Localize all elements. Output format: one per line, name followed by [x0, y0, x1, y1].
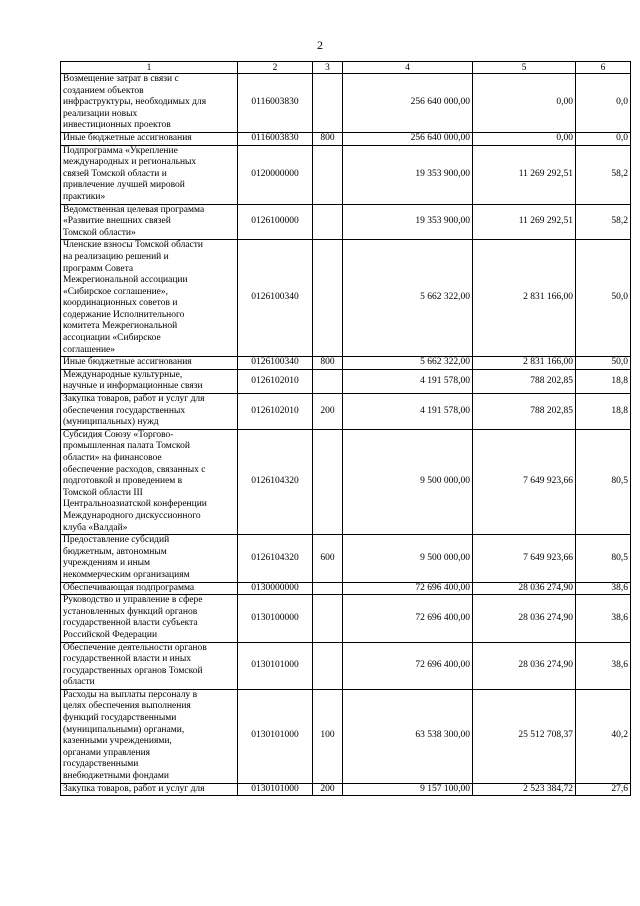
budget-table: [60, 61, 631, 796]
row-code: 0126104320: [238, 535, 313, 582]
row-plan-amount: 256 640 000,00: [343, 74, 473, 133]
row-actual-amount: 28 036 274,90: [473, 642, 576, 689]
page-number: 2: [317, 38, 323, 52]
row-plan-amount: 4 191 578,00: [343, 369, 473, 393]
row-name: Расходы на выплаты персоналу в целях обеспечения выполнения функций государственными (муниципальными) органами, казенными учреждениями, органами управления государственными внебюджетными фондами: [61, 689, 238, 783]
row-code: 0126102010: [238, 369, 313, 393]
row-actual-amount: 11 269 292,51: [473, 204, 576, 240]
row-percent: 40,2: [576, 689, 631, 783]
table-row: [61, 689, 631, 783]
row-code: 0126100340: [238, 357, 313, 370]
row-expense-type: 200: [313, 394, 343, 430]
column-header-6: 6: [576, 62, 631, 74]
header-row: [61, 62, 631, 74]
row-code: 0130000000: [238, 582, 313, 595]
row-code: 0116003830: [238, 132, 313, 145]
table-row: [61, 204, 631, 240]
row-actual-amount: 788 202,85: [473, 369, 576, 393]
column-header-4: 4: [343, 62, 473, 74]
row-name: Международные культурные, научные и информационные связи: [61, 369, 238, 393]
row-percent: 80,5: [576, 429, 631, 534]
row-expense-type: [313, 74, 343, 133]
row-plan-amount: 19 353 900,00: [343, 204, 473, 240]
row-code: 0126102010: [238, 394, 313, 430]
table-row: [61, 642, 631, 689]
row-name: Обеспечение деятельности органов государственной власти и иных государственных органов Томской области: [61, 642, 238, 689]
row-code: 0120000000: [238, 145, 313, 204]
row-percent: 38,6: [576, 595, 631, 642]
row-expense-type: [313, 240, 343, 357]
row-actual-amount: 2 831 166,00: [473, 357, 576, 370]
row-name: Предоставление субсидий бюджетным, автономным учреждениям и иным некоммерческим организациям: [61, 535, 238, 582]
row-code: 0130101000: [238, 689, 313, 783]
row-plan-amount: 72 696 400,00: [343, 642, 473, 689]
row-code: 0130101000: [238, 783, 313, 796]
row-percent: 50,0: [576, 240, 631, 357]
row-name: Закупка товаров, работ и услуг для обеспечения государственных (муниципальных) нужд: [61, 394, 238, 430]
table-row: [61, 357, 631, 370]
row-name: Иные бюджетные ассигнования: [61, 357, 238, 370]
row-actual-amount: 7 649 923,66: [473, 429, 576, 534]
table-row: [61, 145, 631, 204]
row-expense-type: 800: [313, 357, 343, 370]
row-plan-amount: 9 500 000,00: [343, 535, 473, 582]
row-code: 0130100000: [238, 595, 313, 642]
column-header-3: 3: [313, 62, 343, 74]
row-plan-amount: 256 640 000,00: [343, 132, 473, 145]
row-actual-amount: 788 202,85: [473, 394, 576, 430]
row-actual-amount: 25 512 708,37: [473, 689, 576, 783]
row-expense-type: [313, 595, 343, 642]
table-row: [61, 369, 631, 393]
row-code: 0126104320: [238, 429, 313, 534]
table-row: [61, 535, 631, 582]
row-name: Возмещение затрат в связи с созданием объектов инфраструктуры, необходимых для реализации новых инвестиционных проектов: [61, 74, 238, 133]
row-percent: 27,6: [576, 783, 631, 796]
table-row: [61, 582, 631, 595]
row-plan-amount: 5 662 322,00: [343, 357, 473, 370]
row-percent: 58,2: [576, 204, 631, 240]
row-percent: 18,8: [576, 394, 631, 430]
row-percent: 38,6: [576, 582, 631, 595]
row-percent: 80,5: [576, 535, 631, 582]
row-actual-amount: 0,00: [473, 132, 576, 145]
row-expense-type: [313, 582, 343, 595]
row-actual-amount: 7 649 923,66: [473, 535, 576, 582]
table-row: [61, 74, 631, 133]
row-percent: 0,0: [576, 132, 631, 145]
row-expense-type: [313, 429, 343, 534]
table-row: [61, 783, 631, 796]
row-code: 0126100340: [238, 240, 313, 357]
row-expense-type: 100: [313, 689, 343, 783]
row-name: Иные бюджетные ассигнования: [61, 132, 238, 145]
row-code: 0130101000: [238, 642, 313, 689]
row-expense-type: [313, 204, 343, 240]
row-percent: 58,2: [576, 145, 631, 204]
row-actual-amount: 2 523 384,72: [473, 783, 576, 796]
row-percent: 18,8: [576, 369, 631, 393]
column-header-2: 2: [238, 62, 313, 74]
column-header-1: 1: [61, 62, 238, 74]
row-actual-amount: 28 036 274,90: [473, 595, 576, 642]
row-name: Подпрограмма «Укрепление международных и региональных связей Томской области и привлечение лучшей мировой практики»: [61, 145, 238, 204]
row-actual-amount: 28 036 274,90: [473, 582, 576, 595]
table-row: [61, 132, 631, 145]
row-name: Руководство и управление в сфере установленных функций органов государственной власти субъекта Российской Федерации: [61, 595, 238, 642]
row-plan-amount: 4 191 578,00: [343, 394, 473, 430]
row-name: Ведомственная целевая программа «Развитие внешних связей Томской области»: [61, 204, 238, 240]
row-code: 0116003830: [238, 74, 313, 133]
row-expense-type: [313, 145, 343, 204]
row-code: 0126100000: [238, 204, 313, 240]
row-name: Субсидия Союзу «Торгово- промышленная палата Томской области» на финансовое обеспечение расходов, связанных с подготовкой и проведением в Томской области III Центральноазиатской конференции Международного дискуссионного клуба «Валдай»: [61, 429, 238, 534]
row-actual-amount: 2 831 166,00: [473, 240, 576, 357]
row-plan-amount: 63 538 300,00: [343, 689, 473, 783]
row-percent: 50,0: [576, 357, 631, 370]
table-row: [61, 394, 631, 430]
row-expense-type: [313, 642, 343, 689]
row-actual-amount: 11 269 292,51: [473, 145, 576, 204]
row-plan-amount: 9 157 100,00: [343, 783, 473, 796]
row-plan-amount: 72 696 400,00: [343, 595, 473, 642]
row-expense-type: 200: [313, 783, 343, 796]
table-row: [61, 240, 631, 357]
column-header-5: 5: [473, 62, 576, 74]
row-name: Закупка товаров, работ и услуг для: [61, 783, 238, 796]
row-name: Членские взносы Томской области на реализацию решений и программ Совета Межрегиональной ассоциации «Сибирское соглашение», координационных советов и содержание Исполнительного комитета Межрегиональной ассоциации «Сибирское соглашение»: [61, 240, 238, 357]
row-percent: 0,0: [576, 74, 631, 133]
row-expense-type: [313, 369, 343, 393]
table-row: [61, 429, 631, 534]
row-plan-amount: 72 696 400,00: [343, 582, 473, 595]
table-row: [61, 595, 631, 642]
row-percent: 38,6: [576, 642, 631, 689]
row-plan-amount: 9 500 000,00: [343, 429, 473, 534]
row-plan-amount: 5 662 322,00: [343, 240, 473, 357]
row-plan-amount: 19 353 900,00: [343, 145, 473, 204]
row-name: Обеспечивающая подпрограмма: [61, 582, 238, 595]
row-expense-type: 800: [313, 132, 343, 145]
row-expense-type: 600: [313, 535, 343, 582]
row-actual-amount: 0,00: [473, 74, 576, 133]
